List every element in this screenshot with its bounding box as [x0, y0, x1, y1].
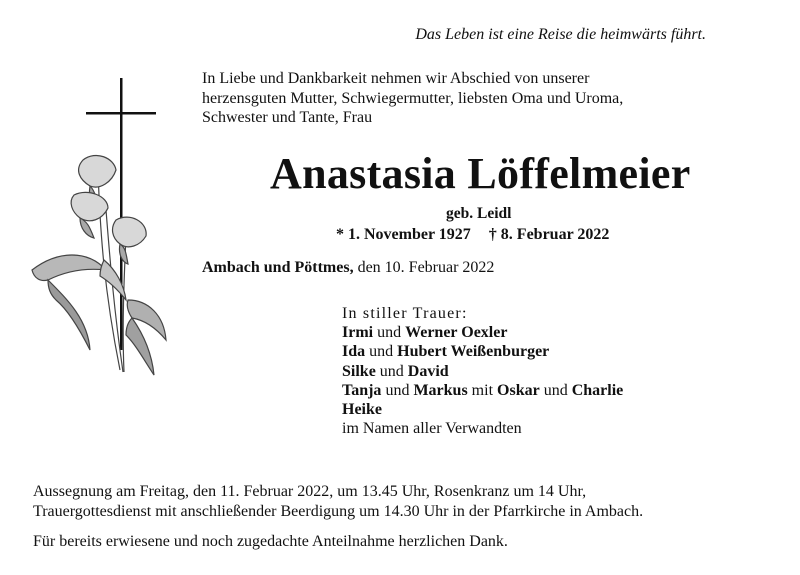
mourner-name: Heike — [342, 401, 382, 419]
service-details — [33, 482, 643, 552]
intro-text — [202, 69, 762, 128]
mourner-name: Ida — [342, 343, 366, 361]
intro-line: Schwester und Tante, Frau — [202, 109, 373, 126]
motto: Das Leben ist eine Reise die heimwärts führt. — [415, 26, 706, 43]
intro-line: In Liebe und Dankbarkeit nehmen wir Abschied von unserer — [202, 70, 590, 87]
mourner-line — [342, 400, 623, 419]
life-dates — [336, 226, 609, 244]
conjunction: und — [365, 343, 398, 361]
conjunction: mit — [467, 381, 498, 399]
place-and-date — [202, 259, 494, 277]
mourners-closing: im Namen aller Verwandten — [342, 420, 522, 438]
mourner-name: Silke — [342, 362, 376, 380]
intro-line: herzensguten Mutter, Schwiegermutter, liebsten Oma und Uroma, — [202, 89, 624, 107]
mourner-name: Markus — [413, 381, 468, 399]
thanks-line: Für bereits erwiesene und noch zugedachte Anteilnahme herzlichen Dank. — [33, 533, 508, 550]
deceased-name: Anastasia Löffelmeier — [270, 149, 691, 198]
mourner-name: Irmi — [342, 324, 374, 342]
conjunction: und — [375, 362, 408, 380]
birth-date: * 1. November 1927 — [336, 226, 471, 243]
mourner-name: Tanja — [342, 381, 382, 399]
maiden-name: geb. Leidl — [446, 205, 512, 222]
mourner-line — [342, 362, 623, 381]
mourner-line — [342, 342, 623, 361]
mourner-name: Oskar — [497, 381, 540, 399]
place: Ambach und Pöttmes, — [202, 259, 354, 276]
mourner-name: Hubert Weißenburger — [397, 343, 550, 361]
conjunction: und — [373, 324, 406, 342]
mourner-name: Charlie — [571, 381, 624, 399]
service-line: Trauergottesdienst mit anschließender Beerdigung um 14.30 Uhr in der Pfarrkirche in Ambach. — [33, 502, 644, 520]
conjunction: und — [381, 381, 414, 399]
service-line: Aussegnung am Freitag, den 11. Februar 2022, um 13.45 Uhr, Rosenkranz um 14 Uhr, — [33, 483, 587, 500]
lily-flowers-icon — [28, 150, 178, 380]
mourners-heading: In stiller Trauer: — [342, 305, 468, 322]
death-date: † 8. Februar 2022 — [488, 226, 610, 243]
mourner-name: David — [407, 362, 449, 380]
conjunction: und — [539, 381, 572, 399]
mourner-name: Werner Oexler — [405, 324, 508, 342]
notice-date: den 10. Februar 2022 — [353, 259, 495, 276]
mourner-line — [342, 381, 623, 400]
mourner-line — [342, 323, 623, 342]
mourners-list — [342, 304, 623, 438]
